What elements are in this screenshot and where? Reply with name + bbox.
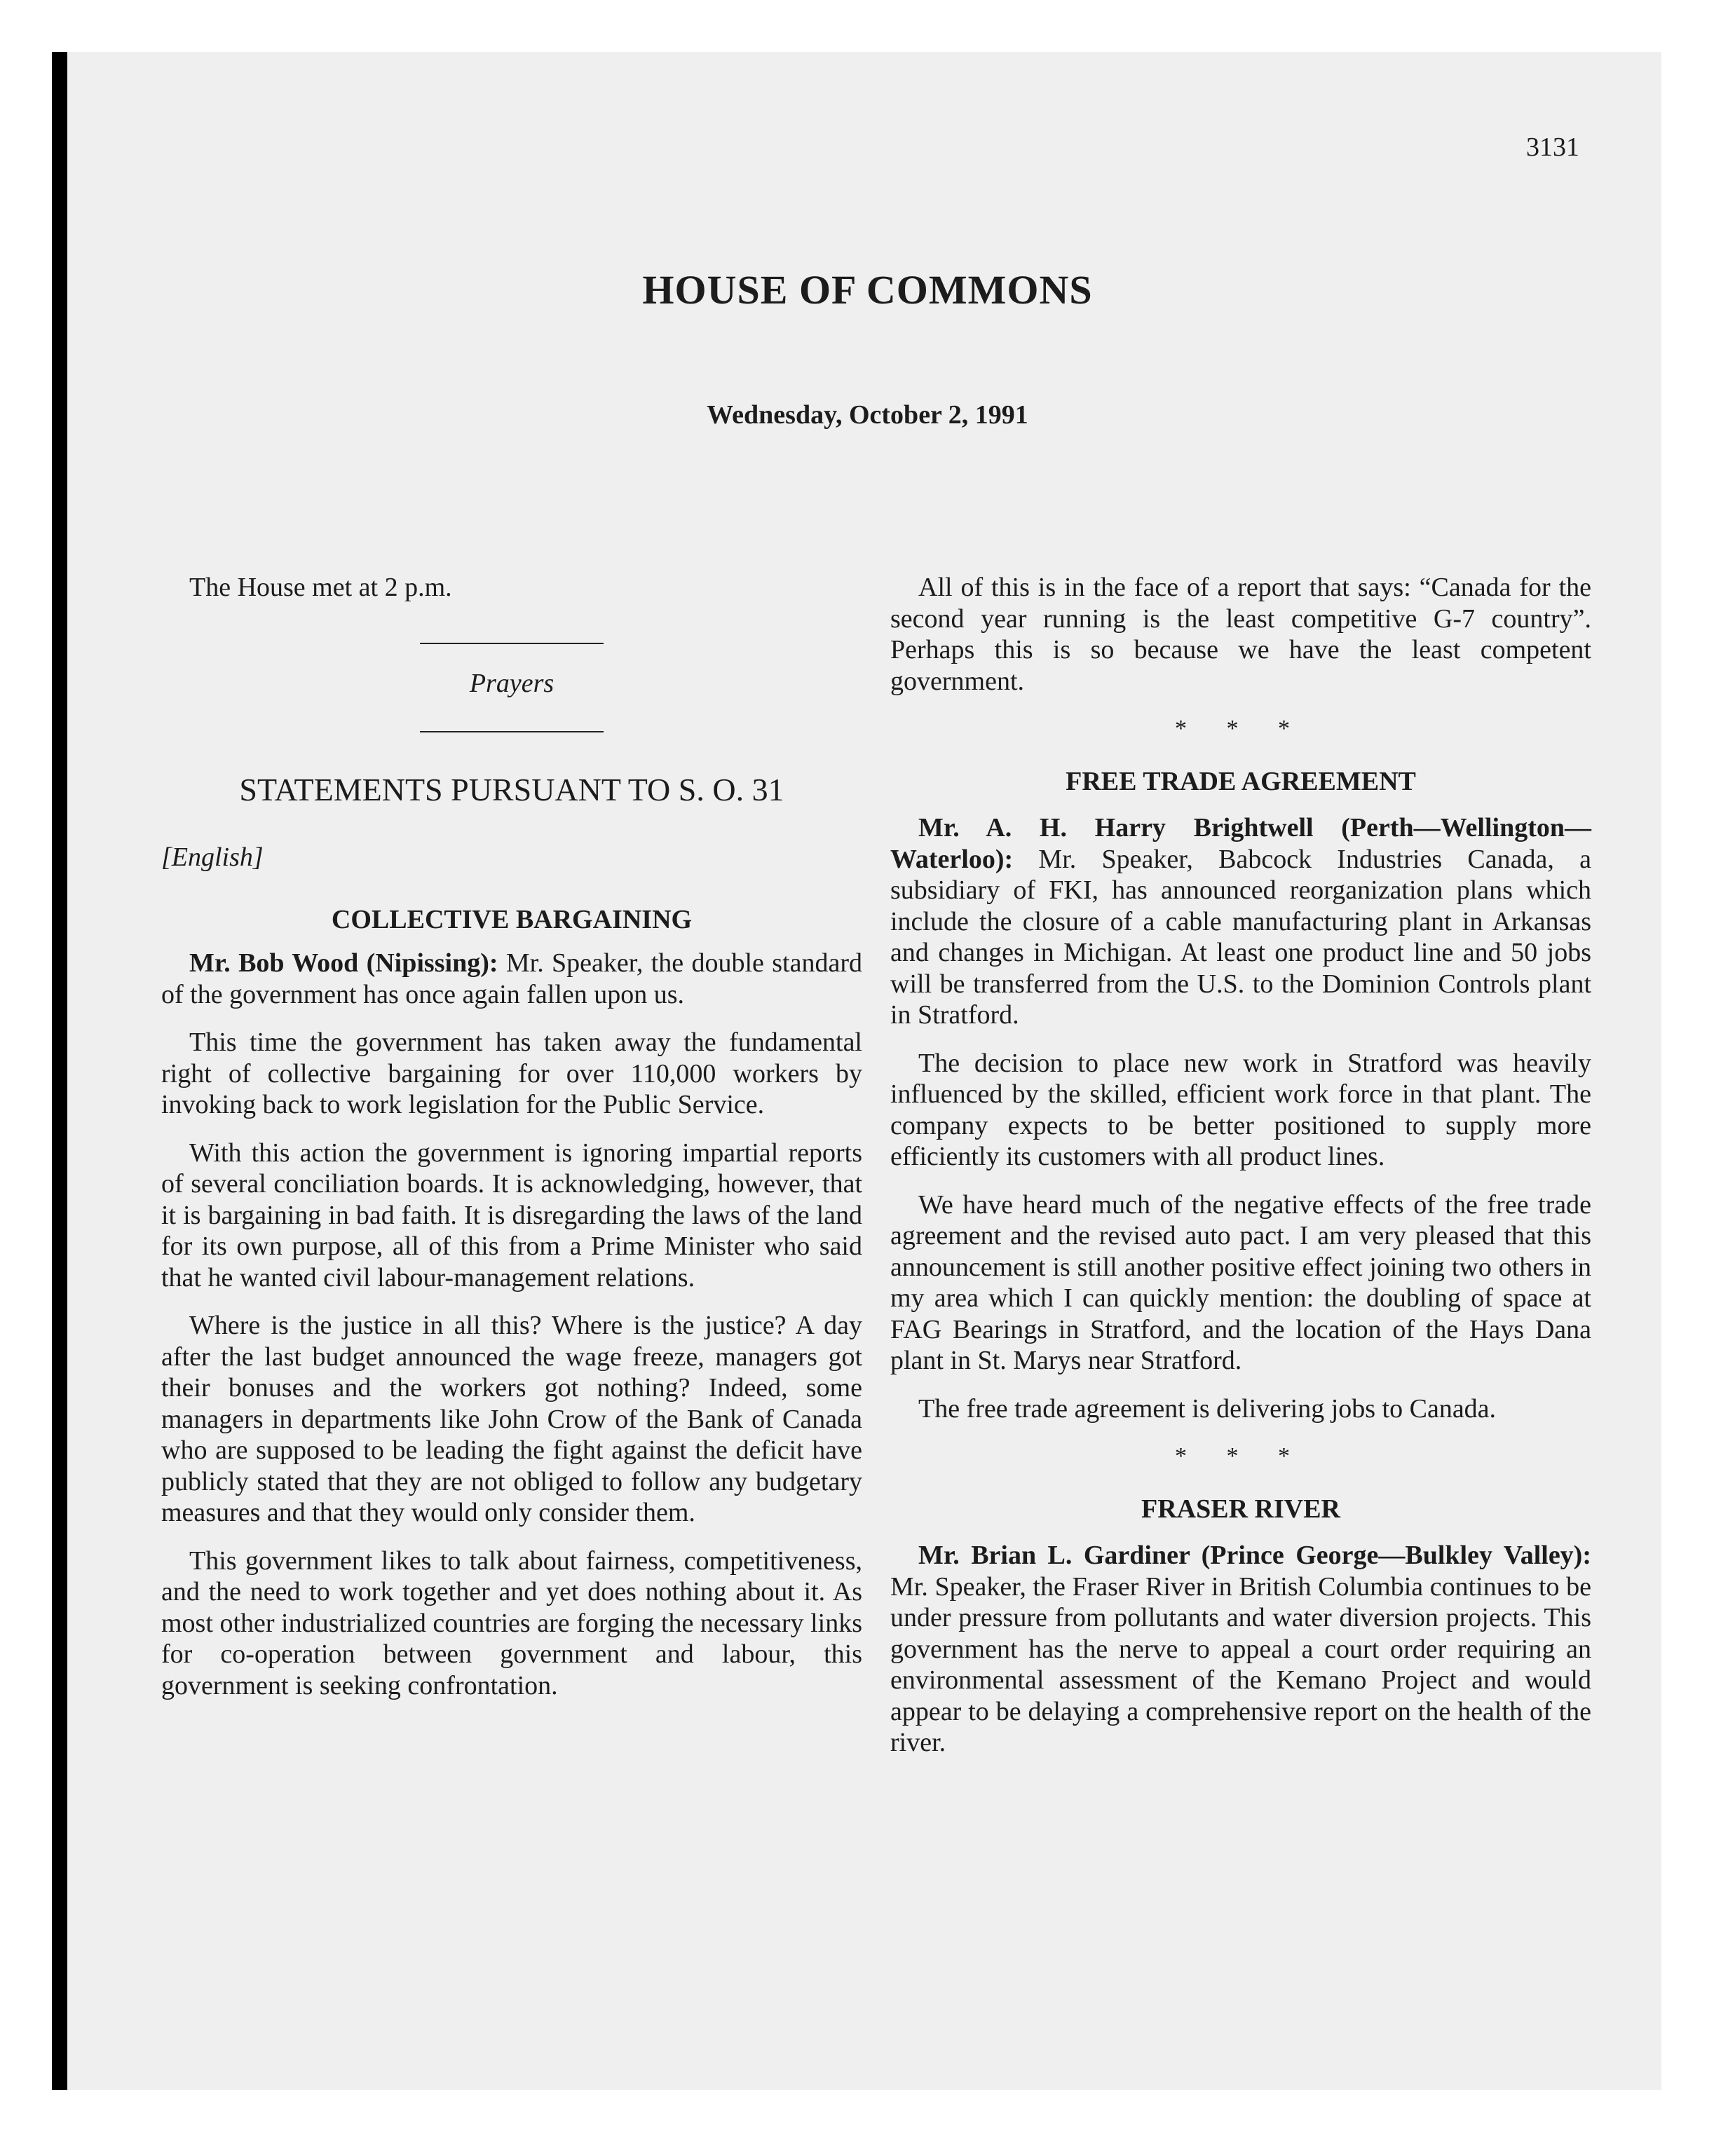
paragraph: With this action the government is ignoring impartial reports of several conciliation boards. It is acknowledging, however, that it is bargaining in bad faith. It is disregarding the laws of the land for its own purpose, all of this from a Prime Minister who said that he wanted civil labour-management relations. <box>161 1138 862 1292</box>
paragraph: Mr. Brian L. Gardiner (Prince George—Bulkley Valley): Mr. Speaker, the Fraser River in British Columbia continues to be under pressure from pollutants and water diversion projects. This government has the nerve to appeal a court order requiring an environmental assessment of the Kemano Project and would appear to be delaying a comprehensive report on the health of the river. <box>890 1541 1591 1757</box>
section-separator: * * * <box>1175 1443 1307 1469</box>
divider-rule <box>420 643 604 644</box>
subheading-fraser-river: FRASER RIVER <box>1141 1494 1340 1524</box>
language-marker: [English] <box>161 842 264 872</box>
house-met-text: The House met at 2 p.m. <box>189 573 452 602</box>
section-heading: STATEMENTS PURSUANT TO S. O. 31 <box>239 772 784 807</box>
right-column <box>890 572 1591 1775</box>
page-number: 3131 <box>1526 132 1579 162</box>
paragraph: Where is the justice in all this? Where is the justice? A day after the last budget announced the wage freeze, managers got their bonuses and the workers got nothing? Indeed, some managers in departments like John Crow of the Bank of Canada who are supposed to be leading the fight against the deficit have publicly stated that they are not obliged to follow any budgetary measures and that they would only consider them. <box>161 1311 862 1527</box>
speaker-name: Mr. A. H. Harry Brightwell (Perth—Wellington—Waterloo): <box>890 813 1591 874</box>
left-column <box>161 572 862 1718</box>
paragraph: The decision to place new work in Stratford was heavily influenced by the skilled, efficient work force in that plant. The company expects to be better positioned to supply more efficiently its customers with all product lines. <box>890 1048 1591 1171</box>
subheading-free-trade: FREE TRADE AGREEMENT <box>1066 766 1416 796</box>
speaker-name: Mr. Brian L. Gardiner (Prince George—Bulkley Valley): <box>918 1541 1591 1570</box>
page-title: HOUSE OF COMMONS <box>642 267 1093 313</box>
divider-rule <box>420 731 604 732</box>
prayers-label: Prayers <box>469 668 554 698</box>
speaker-name: Mr. Bob Wood (Nipissing): <box>189 948 498 978</box>
paragraph: Mr. A. H. Harry Brightwell (Perth—Wellington—Waterloo): Mr. Speaker, Babcock Industries Canada, a subsidiary of FKI, has announced reorganization plans which include the closure of a cable manufacturing plant in Arkansas and changes in Michigan. At least one product line and 50 jobs will be transferred from the U.S. to the Dominion Controls plant in Stratford. <box>890 813 1591 1030</box>
section-separator: * * * <box>1175 716 1307 742</box>
paragraph: We have heard much of the negative effects of the free trade agreement and the revised auto pact. I am very pleased that this announcement is still another positive effect joining two others in my area which I can quickly mention: the doubling of space at FAG Bearings in Stratford, and the location of the Hays Dana plant in St. Marys near Stratford. <box>890 1189 1591 1375</box>
scan-border <box>52 52 67 2090</box>
paragraph: This time the government has taken away the fundamental right of collective bargaining for over 110,000 workers by invoking back to work legislation for the Public Service. <box>161 1028 862 1119</box>
subheading-collective-bargaining: COLLECTIVE BARGAINING <box>331 904 693 934</box>
paragraph: The free trade agreement is delivering jobs to Canada. <box>918 1393 1497 1424</box>
sitting-date: Wednesday, October 2, 1991 <box>707 400 1028 430</box>
paragraph: Mr. Bob Wood (Nipissing): Mr. Speaker, the double standard of the government has once again fallen upon us. <box>161 948 862 1009</box>
paragraph: This government likes to talk about fairness, competitiveness, and the need to work together and yet does nothing about it. As most other industrialized countries are forging the necessary links for co-operation between government and labour, this government is seeking confrontation. <box>161 1546 862 1700</box>
paragraph: All of this is in the face of a report that says: “Canada for the second year running is the least competitive G-7 country”. Perhaps this is so because we have the least competent government. <box>890 573 1591 696</box>
